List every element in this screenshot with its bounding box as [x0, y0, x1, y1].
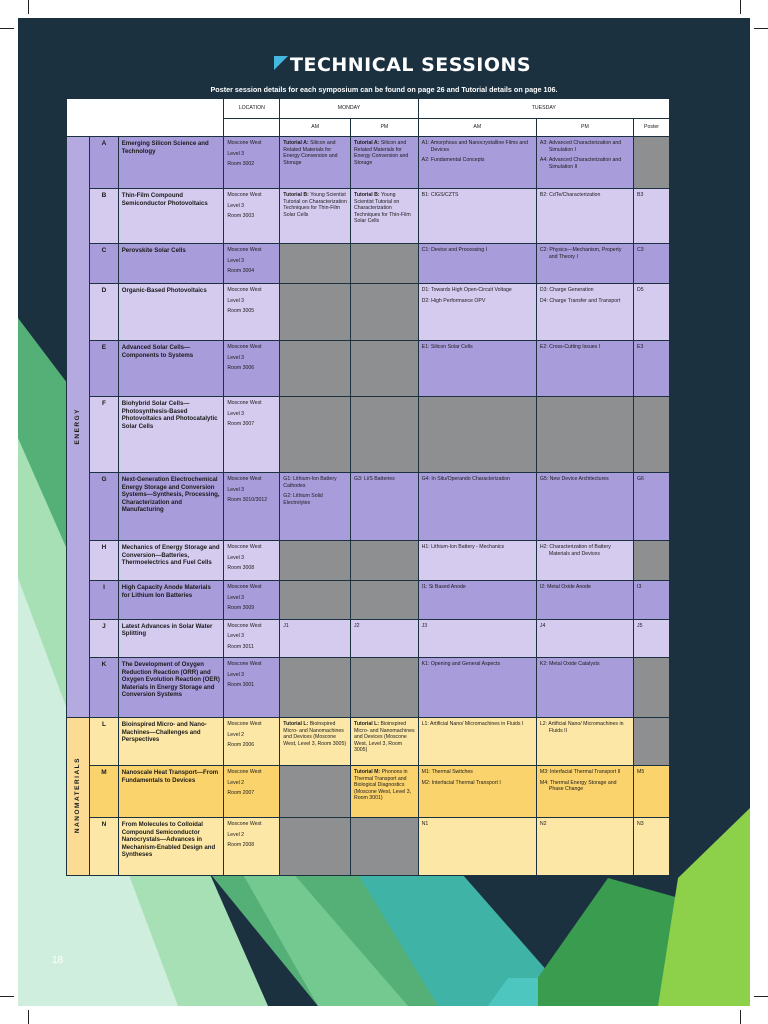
location-cell [224, 189, 280, 244]
crop-mark [754, 996, 768, 997]
tuesday-am-cell [418, 137, 536, 189]
location-cell [224, 541, 280, 581]
monday-pm-cell [351, 284, 419, 341]
tuesday-pm-cell [536, 244, 633, 284]
location-cell [224, 397, 280, 473]
session-text: I2: Metal Oxide Anode [539, 584, 591, 590]
monday-am-cell [280, 244, 351, 284]
monday-am-cell [280, 137, 351, 189]
session-text: Moscone West [227, 721, 262, 727]
location-cell [224, 137, 280, 189]
monday-am-cell [280, 818, 351, 876]
monday-am-cell [280, 397, 351, 473]
session-text: J4 [539, 622, 546, 629]
table-row [67, 189, 670, 244]
session-text: Level 3 [227, 257, 245, 264]
session-text: D3: Charge Generation [539, 287, 594, 293]
symposium-letter: G [90, 473, 119, 541]
session-text: Room 3003 [227, 213, 255, 219]
group-label: NANOMATERIALS [74, 757, 82, 834]
session-text: Room 3001 [227, 682, 255, 688]
table-row [67, 341, 670, 397]
symposium-title: Biohybrid Solar Cells—Photosynthesis-Based Photovoltaics and Photocatalytic Solar Cells [118, 397, 224, 473]
page-title-text: TECHNICAL SESSIONS [290, 54, 532, 76]
session-text: Moscone West [227, 661, 262, 667]
session-text: A4: Advanced Characterization and Simulation II [539, 157, 622, 170]
session-text: Moscone West [227, 544, 262, 550]
group-nanomaterials [67, 718, 90, 876]
session-text: L2: Artificial Nano/ Micromachines in Fluids II [539, 721, 624, 734]
session-text: Moscone West [227, 476, 262, 482]
symposium-title: Next-Generation Electrochemical Energy Storage and Conversion Systems—Synthesis, Processing, Characterization and Manufacturing [118, 473, 224, 541]
session-text: J2 [354, 622, 360, 629]
session-text: E1: Silicon Solar Cells [421, 344, 473, 350]
tuesday-pm-cell [536, 397, 633, 473]
session-text: Room 3004 [227, 268, 255, 274]
session-text: Tutorial B: Young Scientist Tutorial on Characterization Techniques for Thin-Film Solar Cells [283, 192, 347, 218]
symposium-title: Latest Advances in Solar Water Splitting [118, 619, 224, 658]
session-text: N2 [539, 821, 547, 827]
session-text: Level 3 [227, 633, 245, 639]
symposium-letter: J [90, 619, 119, 658]
session-text: Level 3 [227, 354, 245, 361]
session-text: J1 [283, 622, 289, 629]
session-text: G6 [637, 476, 644, 482]
session-text: M2: Interfacial Thermal Transport I [421, 779, 501, 786]
table-row [67, 718, 670, 766]
crop-mark [0, 996, 14, 997]
session-text: Moscone West [227, 622, 262, 629]
symposium-letter: M [90, 766, 119, 818]
header-blank [67, 99, 224, 137]
symposium-title: Nanoscale Heat Transport—From Fundamentals to Devices [118, 766, 224, 818]
monday-pm-cell [351, 766, 419, 818]
session-text: G1: Lithium-Ion Battery Cathodes [283, 476, 337, 489]
session-text: L1: Artificial Nano/ Micromachines in Fluids I [421, 721, 524, 727]
monday-pm-cell [351, 397, 419, 473]
header-poster: Poster [634, 119, 670, 137]
tuesday-am-cell [418, 581, 536, 620]
symposium-letter: C [90, 244, 119, 284]
table-row [67, 284, 670, 341]
location-cell [224, 818, 280, 876]
session-text: D5 [637, 287, 644, 293]
monday-am-cell [280, 619, 351, 658]
session-text: Room 2007 [227, 790, 255, 796]
tuesday-am-cell [418, 541, 536, 581]
tuesday-pm-cell [536, 473, 633, 541]
session-text: Level 2 [227, 779, 245, 786]
tuesday-am-cell [418, 658, 536, 718]
monday-pm-cell [351, 581, 419, 620]
table-row [67, 658, 670, 718]
crop-mark [0, 28, 14, 29]
session-text: Tutorial L: Bioinspired Micro- and Nanomachines and Devices (Moscone West, Level 3, Room 3005) [283, 721, 347, 747]
session-text: B2: CdTe/Characterization [539, 192, 601, 198]
symposium-title: Perovskite Solar Cells [118, 244, 224, 284]
session-text: Tutorial A: Silicon and Related Materials for Energy Conversion and Storage [354, 140, 409, 166]
tuesday-am-cell [418, 189, 536, 244]
session-text: Moscone West [227, 344, 262, 350]
header-tuesday-am: AM [418, 119, 536, 137]
poster-cell [634, 137, 670, 189]
tuesday-am-cell [418, 718, 536, 766]
session-text: Room 3008 [227, 565, 255, 571]
tuesday-am-cell [418, 341, 536, 397]
monday-pm-cell [351, 541, 419, 581]
header-tuesday: TUESDAY [418, 99, 669, 119]
header-tuesday-pm: PM [536, 119, 633, 137]
poster-cell [634, 189, 670, 244]
table-row [67, 244, 670, 284]
symposium-letter: N [90, 818, 119, 876]
monday-pm-cell [351, 189, 419, 244]
group-energy [67, 137, 90, 718]
session-text: H2: Characterization of Battery Materials and Devices [539, 544, 611, 557]
session-text: A1: Amorphous and Nanocrystalline Films and Devices [421, 140, 529, 153]
poster-cell [634, 766, 670, 818]
location-cell [224, 658, 280, 718]
monday-pm-cell [351, 473, 419, 541]
symposium-letter: K [90, 658, 119, 718]
session-text: B3 [637, 192, 644, 198]
session-text: Room 3009 [227, 605, 255, 611]
session-text: Tutorial L: Bioinspired Micro- and Nanomachines and Devices (Moscone West, Level 3, Room 3005) [354, 721, 415, 753]
session-text: Moscone West [227, 821, 262, 827]
session-text: M1: Thermal Switches [421, 769, 473, 775]
header-location-blank [224, 119, 280, 137]
session-text: Level 3 [227, 410, 245, 417]
page-title [274, 54, 532, 84]
location-cell [224, 581, 280, 620]
session-text: Moscone West [227, 287, 262, 293]
session-text: C3 [637, 247, 644, 253]
symposium-title: High Capacity Anode Materials for Lithium Ion Batteries [118, 581, 224, 620]
location-cell [224, 718, 280, 766]
session-text: Moscone West [227, 769, 262, 775]
schedule-table [66, 98, 670, 876]
tuesday-am-cell [418, 397, 536, 473]
poster-cell [634, 473, 670, 541]
monday-pm-cell [351, 137, 419, 189]
session-text: Room 2008 [227, 842, 255, 848]
session-text: Room 3011 [227, 643, 254, 650]
page-subtitle: Poster session details for each symposium can be found on page 26 and Tutorial details on page 106. [210, 85, 558, 94]
monday-pm-cell [351, 244, 419, 284]
session-text: Moscone West [227, 247, 262, 253]
table-row [67, 818, 670, 876]
session-text: H1: Lithium-Ion Battery - Mechanics [421, 544, 505, 550]
session-text: M3: Interfacial Thermal Transport II [539, 769, 621, 775]
session-text: G4: In Situ/Operando Characterization [421, 476, 510, 482]
symposium-title: The Development of Oxygen Reduction Reaction (ORR) and Oxygen Evolution Reaction (OER) Materials in Energy Storage and Conversion Systems [118, 658, 224, 718]
header-monday-am: AM [280, 119, 351, 137]
session-text: Moscone West [227, 140, 262, 146]
session-text: N1 [421, 821, 429, 827]
location-cell [224, 766, 280, 818]
session-text: K1: Opening and General Aspects [421, 661, 501, 667]
poster-cell [634, 284, 670, 341]
symposium-letter: F [90, 397, 119, 473]
session-text: J3 [421, 622, 428, 629]
session-text: Room 3010/3012 [227, 497, 268, 503]
session-text: Level 3 [227, 150, 245, 157]
poster-cell [634, 244, 670, 284]
session-text: Tutorial A: Silicon and Related Materials for Energy Conversion and Storage [283, 140, 338, 166]
table-row [67, 137, 670, 189]
monday-pm-cell [351, 818, 419, 876]
header-monday: MONDAY [280, 99, 418, 119]
page-number: 18 [52, 955, 64, 966]
tuesday-am-cell [418, 619, 536, 658]
symposium-letter: A [90, 137, 119, 189]
session-text: G2: Lithium Solid Electrolytes [283, 493, 323, 506]
group-label: ENERGY [74, 407, 82, 444]
crop-mark [740, 1010, 741, 1024]
monday-am-cell [280, 658, 351, 718]
monday-pm-cell [351, 718, 419, 766]
session-text: Room 3006 [227, 365, 255, 371]
session-text: Level 3 [227, 486, 245, 493]
session-text: Level 2 [227, 831, 245, 838]
session-text: Moscone West [227, 400, 262, 406]
session-text: Moscone West [227, 584, 262, 590]
session-text: E3 [637, 344, 644, 350]
session-text: C1: Device and Processing I [421, 247, 488, 253]
symposium-letter: L [90, 718, 119, 766]
tuesday-am-cell [418, 818, 536, 876]
session-text: D2: High Performance OPV [421, 297, 486, 304]
poster-cell [634, 541, 670, 581]
table-row [67, 541, 670, 581]
table-row [67, 766, 670, 818]
session-text: Moscone West [227, 192, 262, 198]
tuesday-pm-cell [536, 766, 633, 818]
tuesday-pm-cell [536, 581, 633, 620]
table-row [67, 581, 670, 620]
header-location: LOCATION [224, 99, 280, 119]
symposium-title: From Molecules to Colloidal Compound Semiconductor Nanocrystals—Advances in Mechanism-Enabled Design and Syntheses [118, 818, 224, 876]
crop-mark [740, 0, 741, 14]
tuesday-pm-cell [536, 818, 633, 876]
symposium-letter: I [90, 581, 119, 620]
location-cell [224, 244, 280, 284]
location-cell [224, 284, 280, 341]
location-cell [224, 341, 280, 397]
session-text: I3 [637, 584, 642, 590]
session-text: Room 3002 [227, 161, 255, 167]
poster-cell [634, 397, 670, 473]
crop-mark [28, 0, 29, 14]
symposium-title: Advanced Solar Cells—Components to Systems [118, 341, 224, 397]
symposium-title: Mechanics of Energy Storage and Conversion—Batteries, Thermoelectrics and Fuel Cells [118, 541, 224, 581]
tuesday-pm-cell [536, 137, 633, 189]
session-text: Level 3 [227, 671, 245, 678]
tuesday-pm-cell [536, 658, 633, 718]
monday-am-cell [280, 284, 351, 341]
crop-mark [28, 1010, 29, 1024]
schedule-body [67, 137, 670, 876]
session-text: E2: Cross-Cutting Issues I [539, 344, 601, 350]
session-text: Level 3 [227, 594, 245, 601]
symposium-letter: H [90, 541, 119, 581]
tuesday-am-cell [418, 244, 536, 284]
symposium-letter: D [90, 284, 119, 341]
session-text: Room 3005 [227, 308, 255, 314]
poster-cell [634, 341, 670, 397]
session-text: A3: Advanced Characterization and Simulation I [539, 140, 622, 153]
symposium-title: Organic-Based Photovoltaics [118, 284, 224, 341]
session-text: Level 3 [227, 554, 245, 561]
session-text: G5: New Device Architectures [539, 476, 609, 482]
session-text: J5 [637, 622, 643, 629]
symposium-title: Emerging Silicon Science and Technology [118, 137, 224, 189]
tuesday-am-cell [418, 284, 536, 341]
poster-cell [634, 718, 670, 766]
tuesday-pm-cell [536, 541, 633, 581]
symposium-letter: E [90, 341, 119, 397]
monday-am-cell [280, 341, 351, 397]
title-triangle-icon [274, 56, 288, 70]
tuesday-am-cell [418, 766, 536, 818]
session-text: A2: Fundamental Concepts [421, 157, 485, 163]
location-cell [224, 473, 280, 541]
monday-am-cell [280, 766, 351, 818]
monday-pm-cell [351, 341, 419, 397]
session-text: N3 [637, 821, 644, 827]
tuesday-pm-cell [536, 619, 633, 658]
session-text: D1: Towards High Open-Circuit Voltage [421, 287, 512, 293]
session-text: Tutorial M: Phonons in Thermal Transport and Biological Diagnostics (Moscone West, Level 3, Room 3001) [354, 769, 412, 801]
session-text: I1: Si Based Anode [421, 584, 466, 590]
poster-cell [634, 818, 670, 876]
crop-mark [754, 28, 768, 29]
symposium-letter: B [90, 189, 119, 244]
session-text: Room 3007 [227, 421, 255, 427]
tuesday-pm-cell [536, 284, 633, 341]
poster-cell [634, 581, 670, 620]
monday-am-cell [280, 718, 351, 766]
table-row [67, 397, 670, 473]
header-monday-pm: PM [351, 119, 419, 137]
session-text: M4: Thermal Energy Storage and Phase Change [539, 779, 617, 792]
monday-am-cell [280, 581, 351, 620]
session-text: G3: Li/S Batteries [354, 476, 395, 482]
session-text: Level 3 [227, 202, 245, 209]
table-row [67, 619, 670, 658]
monday-pm-cell [351, 658, 419, 718]
session-text: C2: Physics—Mechanism, Property and Theory I [539, 247, 622, 260]
poster-cell [634, 619, 670, 658]
tuesday-am-cell [418, 473, 536, 541]
poster-cell [634, 658, 670, 718]
monday-am-cell [280, 541, 351, 581]
session-text: K2: Metal Oxide Catalysts [539, 661, 600, 667]
session-text: Room 2006 [227, 742, 255, 748]
session-text: B1: CIGS/CZTS [421, 192, 459, 198]
symposium-title: Thin-Film Compound Semiconductor Photovoltaics [118, 189, 224, 244]
table-row [67, 473, 670, 541]
session-text: D4: Charge Transfer and Transport [539, 297, 621, 304]
session-text: M5 [637, 769, 645, 775]
session-text: Tutorial B: Young Scientist Tutorial on Characterization Techniques for Thin-Film Solar Cells [354, 192, 411, 224]
monday-am-cell [280, 473, 351, 541]
session-text: Level 2 [227, 731, 245, 738]
tuesday-pm-cell [536, 189, 633, 244]
symposium-title: Bioinspired Micro- and Nano-Machines—Challenges and Perspectives [118, 718, 224, 766]
monday-am-cell [280, 189, 351, 244]
location-cell [224, 619, 280, 658]
monday-pm-cell [351, 619, 419, 658]
session-text: Level 3 [227, 297, 245, 304]
tuesday-pm-cell [536, 718, 633, 766]
tuesday-pm-cell [536, 341, 633, 397]
